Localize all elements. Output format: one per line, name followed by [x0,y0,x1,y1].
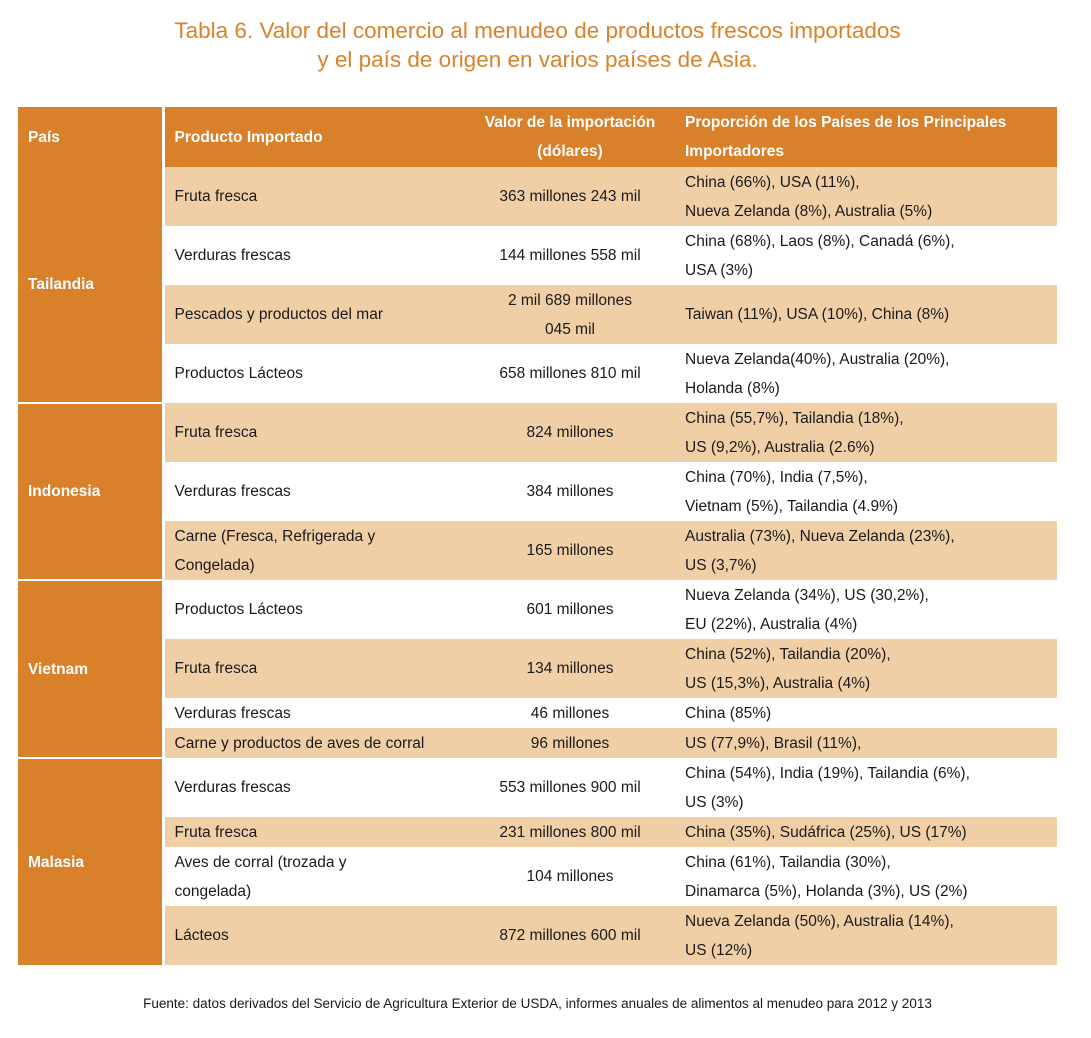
product-cell [163,403,465,462]
table-row [18,167,1057,226]
origins-line: China (55,7%), Tailandia (18%), [685,409,904,427]
origins-line: Holanda (8%) [685,379,780,397]
product-line: Fruta fresca [174,660,258,677]
origins-line: China (70%), India (7,5%), [685,468,868,486]
table-row [18,906,1057,965]
table-body [18,167,1057,965]
table-row [18,580,1057,639]
product-cell [163,817,465,847]
origins-line: US (3,7%) [685,556,757,574]
product-cell [163,758,465,817]
origins-cell [675,521,1057,580]
origins-line: Nueva Zelanda (8%), Australia (5%) [685,202,933,220]
value-cell [465,462,675,521]
product-cell [163,167,465,226]
product-line: congelada) [174,882,252,900]
country-cell: Malasia [18,758,163,965]
value-line: 144 millones 558 mil [499,247,641,264]
origins-cell [675,403,1057,462]
value-cell [465,167,675,226]
origins-cell [675,728,1057,758]
product-cell [163,285,465,344]
origins-cell [675,285,1057,344]
product-line: Carne (Fresca, Refrigerada y [174,527,376,545]
origins-line: USA (3%) [685,261,754,279]
origins-cell [675,226,1057,285]
product-cell [163,344,465,403]
header-proporcion-line-2: Importadores [685,143,785,160]
origins-line: US (15,3%), Australia (4%) [685,674,871,692]
header-proporcion-line-1: Proporción de los Países de los Principales [685,114,1007,131]
country-cell: Indonesia [18,403,163,580]
origins-cell [675,167,1057,226]
value-line: 553 millones 900 mil [499,779,641,796]
header-valor [465,107,675,167]
origins-cell [675,639,1057,698]
origins-line: US (77,9%), Brasil (11%), [685,734,862,752]
origins-line: Australia (73%), Nueva Zelanda (23%), [685,527,955,545]
origins-line: EU (22%), Australia (4%) [685,615,858,633]
product-cell [163,521,465,580]
header-row [18,107,1057,167]
origins-line: China (61%), Tailandia (30%), [685,853,891,871]
origins-cell [675,462,1057,521]
product-line: Productos Lácteos [174,601,303,618]
product-cell [163,462,465,521]
origins-line: Dinamarca (5%), Holanda (3%), US (2%) [685,882,968,900]
header-proporcion [675,107,1057,167]
table-row [18,344,1057,403]
origins-cell [675,817,1057,847]
value-cell [465,344,675,403]
origins-line: US (3%) [685,793,744,811]
origins-line: Nueva Zelanda (34%), US (30,2%), [685,586,929,604]
value-cell [465,758,675,817]
product-line: Pescados y productos del mar [174,306,383,323]
origins-line: US (9,2%), Australia (2.6%) [685,438,875,456]
origins-line: Nueva Zelanda (50%), Australia (14%), [685,912,954,930]
product-line: Fruta fresca [174,188,258,205]
origins-line: Vietnam (5%), Tailandia (4.9%) [685,497,899,515]
table-row [18,847,1057,906]
product-line: Verduras frescas [174,704,291,722]
country-cell: Vietnam [18,580,163,758]
product-line: Verduras frescas [174,779,291,796]
product-cell [163,226,465,285]
value-line: 045 mil [545,320,595,338]
value-cell [465,728,675,758]
value-line: 658 millones 810 mil [499,365,641,382]
value-line: 2 mil 689 millones [507,291,633,309]
value-cell [465,847,675,906]
table-row [18,639,1057,698]
origins-cell [675,344,1057,403]
value-cell [465,403,675,462]
value-cell [465,580,675,639]
value-line: 384 millones [526,483,614,500]
value-cell [465,698,675,728]
header-pais: País [18,107,163,167]
value-line: 824 millones [526,424,614,441]
product-cell [163,906,465,965]
value-line: 165 millones [526,542,614,559]
table-row [18,728,1057,758]
product-cell [163,580,465,639]
value-line: 872 millones 600 mil [499,927,641,944]
origins-line: US (12%) [685,941,753,959]
value-cell [465,639,675,698]
value-line: 96 millones [530,734,610,752]
product-line: Aves de corral (trozada y [174,853,347,871]
product-line: Lácteos [174,927,229,944]
origins-cell [675,698,1057,728]
product-line: Verduras frescas [174,247,291,264]
title-line-1: Tabla 6. Valor del comercio al menudeo de productos frescos importados [174,18,901,43]
value-line: 46 millones [530,704,610,722]
header-producto: Producto Importado [163,107,465,167]
product-line: Congelada) [174,556,255,574]
product-line: Carne y productos de aves de corral [174,734,425,752]
origins-line: Taiwan (11%), USA (10%), China (8%) [685,306,950,323]
value-line: 104 millones [526,868,614,885]
product-cell [163,847,465,906]
value-cell [465,226,675,285]
table-row [18,285,1057,344]
origins-cell [675,580,1057,639]
product-line: Verduras frescas [174,483,291,500]
value-cell [465,521,675,580]
origins-line: China (35%), Sudáfrica (25%), US (17%) [685,823,967,841]
table-row [18,462,1057,521]
product-cell [163,639,465,698]
value-cell [465,817,675,847]
import-value-table [18,107,1057,965]
table-row [18,226,1057,285]
header-valor-line-1: Valor de la importación [484,114,656,131]
country-cell: Tailandia [18,167,163,403]
origins-line: China (85%) [685,704,772,722]
origins-line: China (52%), Tailandia (20%), [685,645,891,663]
origins-line: China (68%), Laos (8%), Canadá (6%), [685,232,955,250]
title-line-2: y el país de origen en varios países de Asia. [317,47,758,72]
table-row [18,403,1057,462]
source-footnote: Fuente: datos derivados del Servicio de Agricultura Exterior de USDA, informes anuales de alimentos al menudeo para 2012 y 2013 [143,996,932,1011]
table-title [0,16,1075,74]
product-cell [163,698,465,728]
origins-cell [675,906,1057,965]
table-row [18,521,1057,580]
value-line: 601 millones [526,601,614,618]
product-line: Fruta fresca [174,424,258,441]
header-valor-line-2: (dólares) [537,143,603,160]
table-row [18,817,1057,847]
product-cell [163,728,465,758]
value-line: 231 millones 800 mil [499,823,641,841]
table-row [18,698,1057,728]
origins-cell [675,758,1057,817]
origins-line: Nueva Zelanda(40%), Australia (20%), [685,350,950,368]
value-cell [465,285,675,344]
origins-line: China (66%), USA (11%), [685,173,860,191]
product-line: Fruta fresca [174,823,258,841]
origins-line: China (54%), India (19%), Tailandia (6%), [685,764,970,782]
value-line: 134 millones [526,660,614,677]
origins-cell [675,847,1057,906]
value-cell [465,906,675,965]
table-row [18,758,1057,817]
product-line: Productos Lácteos [174,365,303,382]
value-line: 363 millones 243 mil [499,188,641,205]
